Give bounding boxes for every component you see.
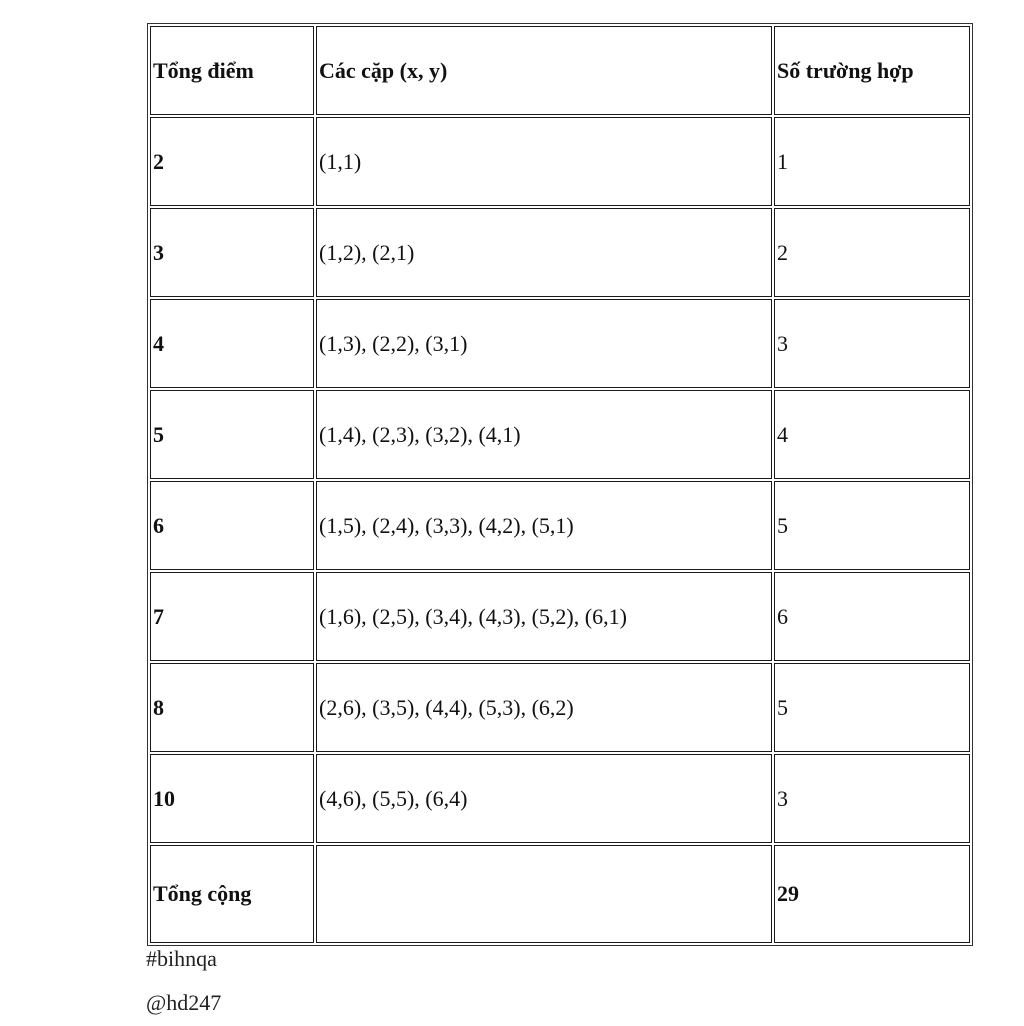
row-count: 3	[774, 754, 970, 843]
row-pairs: (1,5), (2,4), (3,3), (4,2), (5,1)	[316, 481, 772, 570]
row-pairs: (4,6), (5,5), (6,4)	[316, 754, 772, 843]
table-row	[150, 754, 970, 843]
author-handle: @hd247	[146, 990, 222, 1015]
total-pairs	[316, 845, 772, 943]
table-row	[150, 572, 970, 661]
row-count: 1	[774, 117, 970, 206]
row-count: 3	[774, 299, 970, 388]
row-count: 5	[774, 663, 970, 752]
row-sum: 10	[150, 754, 314, 843]
table-row	[150, 663, 970, 752]
row-pairs: (2,6), (3,5), (4,4), (5,3), (6,2)	[316, 663, 772, 752]
row-count: 5	[774, 481, 970, 570]
header-count: Số trường hợp	[774, 26, 970, 115]
header-pairs: Các cặp (x, y)	[316, 26, 772, 115]
row-pairs: (1,4), (2,3), (3,2), (4,1)	[316, 390, 772, 479]
table-row	[150, 208, 970, 297]
table-total-row	[150, 845, 970, 943]
header-sum: Tổng điểm	[150, 26, 314, 115]
table-row	[150, 390, 970, 479]
row-count: 4	[774, 390, 970, 479]
row-count: 2	[774, 208, 970, 297]
table-row	[150, 117, 970, 206]
row-sum: 5	[150, 390, 314, 479]
score-combinations-table	[147, 23, 973, 946]
table-row	[150, 481, 970, 570]
row-count: 6	[774, 572, 970, 661]
row-sum: 2	[150, 117, 314, 206]
row-sum: 4	[150, 299, 314, 388]
row-pairs: (1,3), (2,2), (3,1)	[316, 299, 772, 388]
row-sum: 7	[150, 572, 314, 661]
hashtag-note: #bihnqa	[146, 946, 217, 971]
row-sum: 6	[150, 481, 314, 570]
table-header-row	[150, 26, 970, 115]
row-sum: 8	[150, 663, 314, 752]
total-count: 29	[774, 845, 970, 943]
table-body	[150, 26, 970, 943]
table-row	[150, 299, 970, 388]
row-pairs: (1,6), (2,5), (3,4), (4,3), (5,2), (6,1)	[316, 572, 772, 661]
total-label: Tổng cộng	[150, 845, 314, 943]
row-pairs: (1,1)	[316, 117, 772, 206]
row-sum: 3	[150, 208, 314, 297]
row-pairs: (1,2), (2,1)	[316, 208, 772, 297]
